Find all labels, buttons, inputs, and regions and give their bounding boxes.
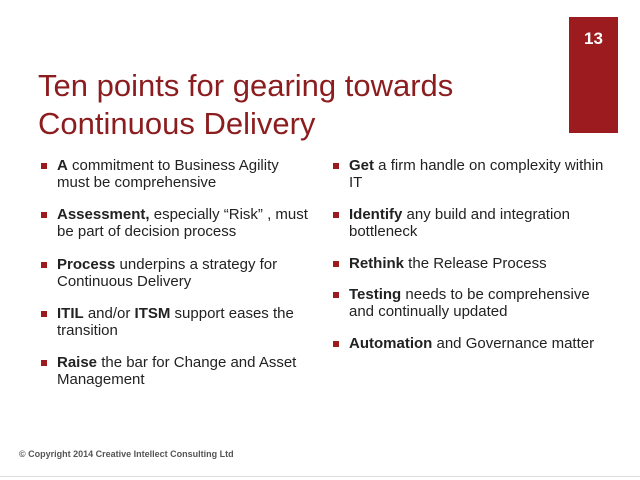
square-bullet-icon [333,163,339,169]
bullet-keyword: Identify [349,206,403,223]
bullet-text: and/or [83,305,135,322]
bullet-text: the bar for Change and Asset Management [57,354,297,388]
bullet-text: underpins a strategy for Continuous Delivery [57,256,278,290]
bullet-point [330,157,610,191]
bullet-point [38,157,308,191]
bullet-keyword: A [57,157,68,174]
bullet-point [330,255,610,272]
bullet-keyword: Process [57,256,116,273]
bullet-keyword: Automation [349,335,433,352]
bullet-text: and Governance matter [432,335,595,352]
slide-title-line-1: Ten points for gearing towards [38,68,454,103]
square-bullet-icon [333,341,339,347]
bottom-divider [0,476,640,477]
bullet-keyword: Testing [349,286,402,303]
square-bullet-icon [41,212,47,218]
bullet-text: needs to be comprehensive and continually updated [349,286,590,320]
bullet-keyword: Get [349,157,375,174]
square-bullet-icon [333,212,339,218]
bullet-point [38,305,308,339]
bullet-keyword: Raise [57,354,98,371]
slide-number-box [569,17,618,133]
bullet-point [330,206,610,240]
square-bullet-icon [41,262,47,268]
bullet-point [38,206,308,240]
bullet-text: support eases the transition [57,305,294,339]
square-bullet-icon [333,292,339,298]
bullet-point [38,256,308,290]
bullet-keyword: ITIL [57,305,84,322]
bullet-text: any build and integration bottleneck [349,206,570,240]
bullet-keyword: Rethink [349,255,405,272]
square-bullet-icon [333,261,339,267]
bullet-point [330,335,610,352]
square-bullet-icon [41,311,47,317]
slide-title [38,67,558,143]
bullet-text: especially “Risk” , must be part of decision process [57,206,308,240]
bullet-keyword: ITSM [134,305,171,322]
square-bullet-icon [41,163,47,169]
slide-title-line-2: Continuous Delivery [38,106,316,141]
bullet-text: a firm handle on complexity within IT [349,157,604,191]
bullet-text: the Release Process [404,255,547,272]
slide-number: 13 [584,29,603,48]
right-bullet-column [330,157,610,367]
bullet-text: commitment to Business Agility must be comprehensive [57,157,279,191]
bullet-point [330,286,610,320]
square-bullet-icon [41,360,47,366]
bullet-point [38,354,308,388]
copyright-notice: © Copyright 2014 Creative Intellect Consulting Ltd [19,449,234,459]
left-bullet-column [38,157,308,403]
bullet-keyword: Assessment, [57,206,150,223]
